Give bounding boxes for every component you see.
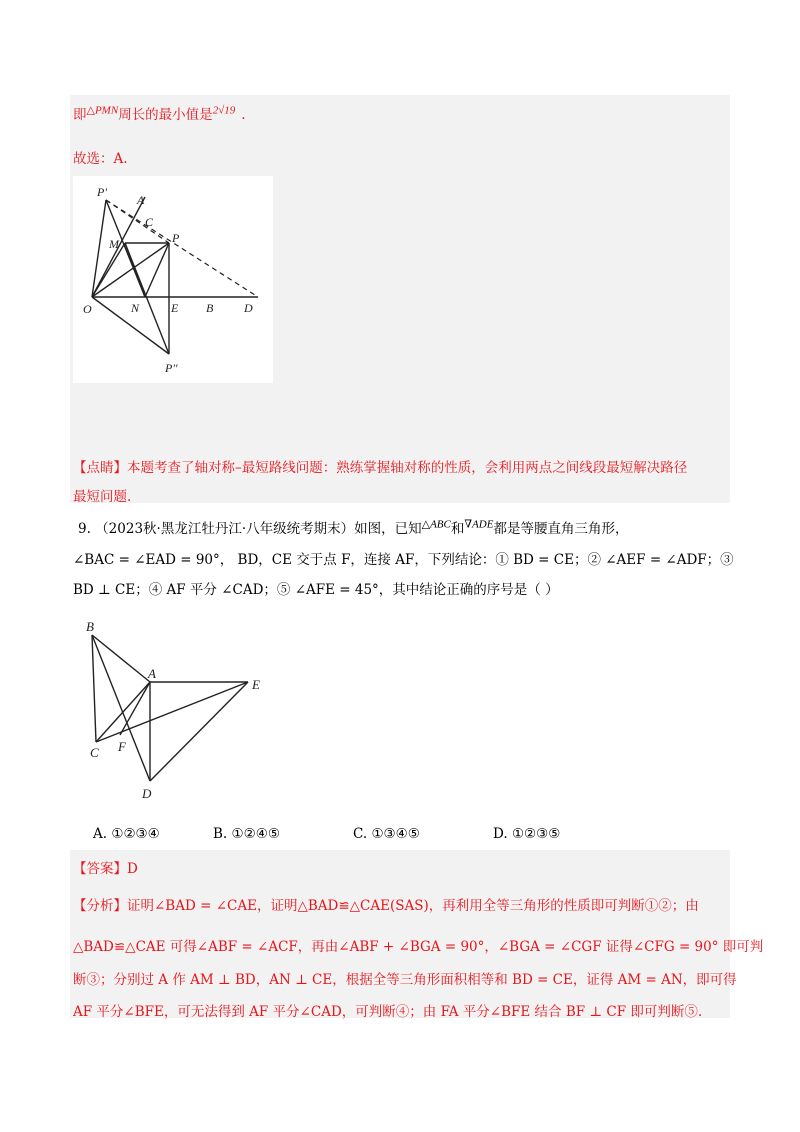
label-E2: E (252, 677, 260, 692)
min-perimeter-line: 即$^{\triangle PMN}$周长的最小值是$^{2√19}$ . (73, 104, 246, 123)
line-BD (92, 635, 150, 781)
label-F2: F (118, 739, 126, 754)
label-O: O (83, 302, 92, 316)
option-A[interactable]: A. ①②③④ (93, 826, 160, 842)
answer-tag: 【答案】 (73, 861, 127, 877)
figure-reflection (73, 176, 273, 383)
label-A: A (137, 193, 145, 207)
analysis-line-1: 【分析】证明∠BAD = ∠CAE，证明△BAD≌△CAE(SAS)，再利用全等三角形的性质即可判断①②；由 (73, 898, 699, 914)
label-D2: D (142, 786, 152, 801)
label-D: D (244, 301, 253, 315)
line-CE (96, 682, 248, 742)
answer-line (73, 857, 138, 877)
label-B: B (206, 301, 214, 315)
question-9-line-2: ∠BAC = ∠EAD = 90°， BD，CE 交于点 F，连接 AF，下列结论：① BD = CE；② ∠AEF = ∠ADF；③ (73, 552, 734, 568)
option-D[interactable]: D. ①②③⑤ (493, 826, 561, 842)
analysis-tag: 【分析】 (73, 898, 127, 914)
comment-tag: 【点睛】 (73, 460, 127, 476)
option-B[interactable]: B. ①②④⑤ (213, 826, 280, 842)
label-N: N (131, 301, 140, 315)
label-A2: A (148, 666, 156, 681)
analysis-line-4: AF 平分∠BFE，可无法得到 AF 平分∠CAD，可判断④；由 FA 平分∠BFE 结合 BF ⊥ CF 即可判断⑤. (73, 1004, 703, 1020)
answer-block (70, 850, 730, 1018)
label-M: M (109, 237, 119, 251)
label-P2: P'' (165, 361, 178, 375)
label-B2: B (86, 619, 94, 634)
analysis-line-2: △BAD≌△CAE 可得∠ABF = ∠ACF，再由∠ABF + ∠BGA = 90°，∠BGA = ∠CGF 证得∠CFG = 90° 即可判 (73, 939, 764, 955)
comment-line-2: 最短问题. (73, 489, 132, 505)
triangles-diagram (82, 615, 272, 830)
question-9-line-3: BD ⊥ CE；④ AF 平分 ∠CAD；⑤ ∠AFE = 45°，其中结论正确的序号是（ ） (73, 582, 559, 598)
label-C2: C (90, 745, 99, 760)
answer-value: D (127, 861, 138, 877)
choice-line: 故选：A. (73, 151, 128, 167)
label-P1: P' (97, 185, 107, 199)
analysis-line-3: 断③；分别过 A 作 AM ⊥ BD，AN ⊥ CE，根据全等三角形面积相等和 BD = CE，证得 AM = AN，即可得 (73, 972, 737, 988)
comment-line-1: 【点睛】本题考查了轴对称–最短路线问题：熟练掌握轴对称的性质，会利用两点之间线段最短解决路径 (73, 460, 688, 476)
label-C: C (145, 215, 154, 229)
line-MO (92, 243, 125, 297)
option-C[interactable]: C. ①③④⑤ (353, 826, 420, 842)
figure-triangles (82, 615, 272, 830)
question-9-line-1: 9. （2023秋·黑龙江牡丹江·八年级统考期末）如图，已知$^{\triangle ABC}$和$^{\nabla ADE}$都是等腰直角三角形， (78, 518, 629, 537)
dash-P1D (106, 200, 258, 297)
reflection-diagram (73, 176, 273, 383)
label-P: P (172, 231, 180, 245)
line-ED (150, 682, 248, 781)
line-BC (92, 635, 96, 742)
label-E: E (171, 301, 179, 315)
